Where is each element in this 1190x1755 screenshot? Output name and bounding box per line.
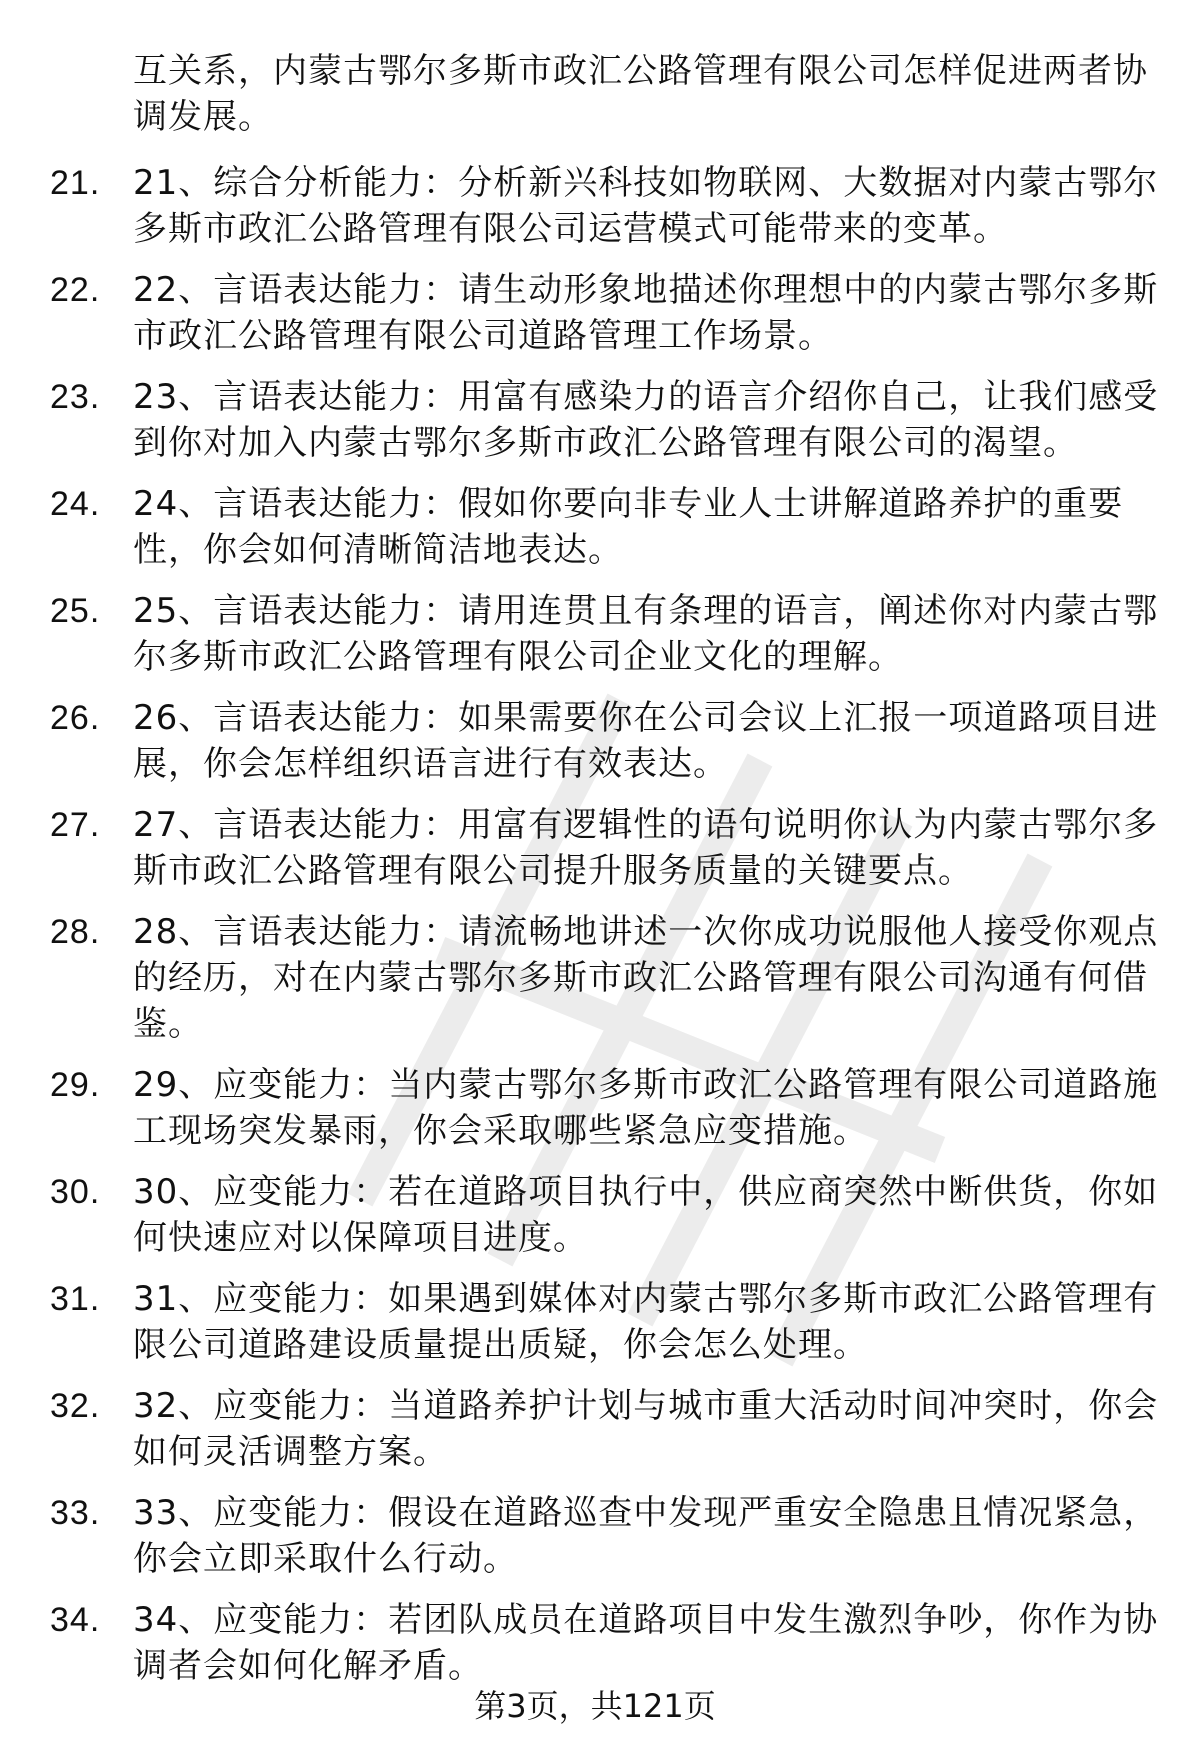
question-text: 29、应变能力：当内蒙古鄂尔多斯市政汇公路管理有限公司道路施工现场突发暴雨，你会采取哪些紧急应变措施。 — [133, 1065, 1159, 1151]
question-item — [50, 909, 1160, 1047]
question-number: 32. — [50, 1387, 101, 1425]
question-item — [50, 802, 1160, 894]
question-text: 23、言语表达能力：用富有感染力的语言介绍你自己，让我们感受到你对加入内蒙古鄂尔多斯市政汇公路管理有限公司的渴望。 — [133, 377, 1159, 463]
question-number: 24. — [50, 485, 101, 523]
question-number: 22. — [50, 271, 101, 309]
question-text: 32、应变能力：当道路养护计划与城市重大活动时间冲突时，你会如何灵活调整方案。 — [133, 1386, 1159, 1472]
question-text: 31、应变能力：如果遇到媒体对内蒙古鄂尔多斯市政汇公路管理有限公司道路建设质量提出质疑，你会怎么处理。 — [133, 1279, 1159, 1365]
question-text: 24、言语表达能力：假如你要向非专业人士讲解道路养护的重要性，你会如何清晰简洁地表达。 — [133, 484, 1124, 570]
question-number: 23. — [50, 378, 101, 416]
question-number: 30. — [50, 1173, 101, 1211]
question-list — [50, 160, 1160, 1704]
question-item — [50, 588, 1160, 680]
question-item — [50, 695, 1160, 787]
question-number: 21. — [50, 164, 101, 202]
continuation-paragraph: 互关系，内蒙古鄂尔多斯市政汇公路管理有限公司怎样促进两者协调发展。 — [133, 51, 1148, 137]
question-number: 26. — [50, 699, 101, 737]
question-item — [50, 1276, 1160, 1368]
question-item — [50, 1490, 1160, 1582]
question-number: 34. — [50, 1601, 101, 1639]
question-number: 27. — [50, 806, 101, 844]
question-item — [50, 1169, 1160, 1261]
question-item — [50, 1062, 1160, 1154]
question-text: 21、综合分析能力：分析新兴科技如物联网、大数据对内蒙古鄂尔多斯市政汇公路管理有限公司运营模式可能带来的变革。 — [133, 163, 1159, 249]
question-item — [50, 1383, 1160, 1475]
question-number: 29. — [50, 1066, 101, 1104]
question-text: 33、应变能力：假设在道路巡查中发现严重安全隐患且情况紧急，你会立即采取什么行动。 — [133, 1493, 1159, 1579]
question-text: 28、言语表达能力：请流畅地讲述一次你成功说服他人接受你观点的经历，对在内蒙古鄂尔多斯市政汇公路管理有限公司沟通有何借鉴。 — [133, 912, 1159, 1044]
question-item — [50, 1597, 1160, 1689]
question-item — [50, 267, 1160, 359]
question-number: 28. — [50, 913, 101, 951]
question-text: 30、应变能力：若在道路项目执行中，供应商突然中断供货，你如何快速应对以保障项目进度。 — [133, 1172, 1159, 1258]
question-text: 27、言语表达能力：用富有逻辑性的语句说明你认为内蒙古鄂尔多斯市政汇公路管理有限公司提升服务质量的关键要点。 — [133, 805, 1159, 891]
page-number-footer: 第3页，共121页 — [474, 1687, 716, 1725]
question-text: 25、言语表达能力：请用连贯且有条理的语言，阐述你对内蒙古鄂尔多斯市政汇公路管理有限公司企业文化的理解。 — [133, 591, 1159, 677]
question-number: 25. — [50, 592, 101, 630]
question-item — [50, 160, 1160, 252]
question-text: 22、言语表达能力：请生动形象地描述你理想中的内蒙古鄂尔多斯市政汇公路管理有限公司道路管理工作场景。 — [133, 270, 1159, 356]
question-text: 26、言语表达能力：如果需要你在公司会议上汇报一项道路项目进展，你会怎样组织语言进行有效表达。 — [133, 698, 1159, 784]
question-text: 34、应变能力：若团队成员在道路项目中发生激烈争吵，你作为协调者会如何化解矛盾。 — [133, 1600, 1159, 1686]
question-item — [50, 481, 1160, 573]
question-number: 33. — [50, 1494, 101, 1532]
question-number: 31. — [50, 1280, 101, 1318]
question-item — [50, 374, 1160, 466]
